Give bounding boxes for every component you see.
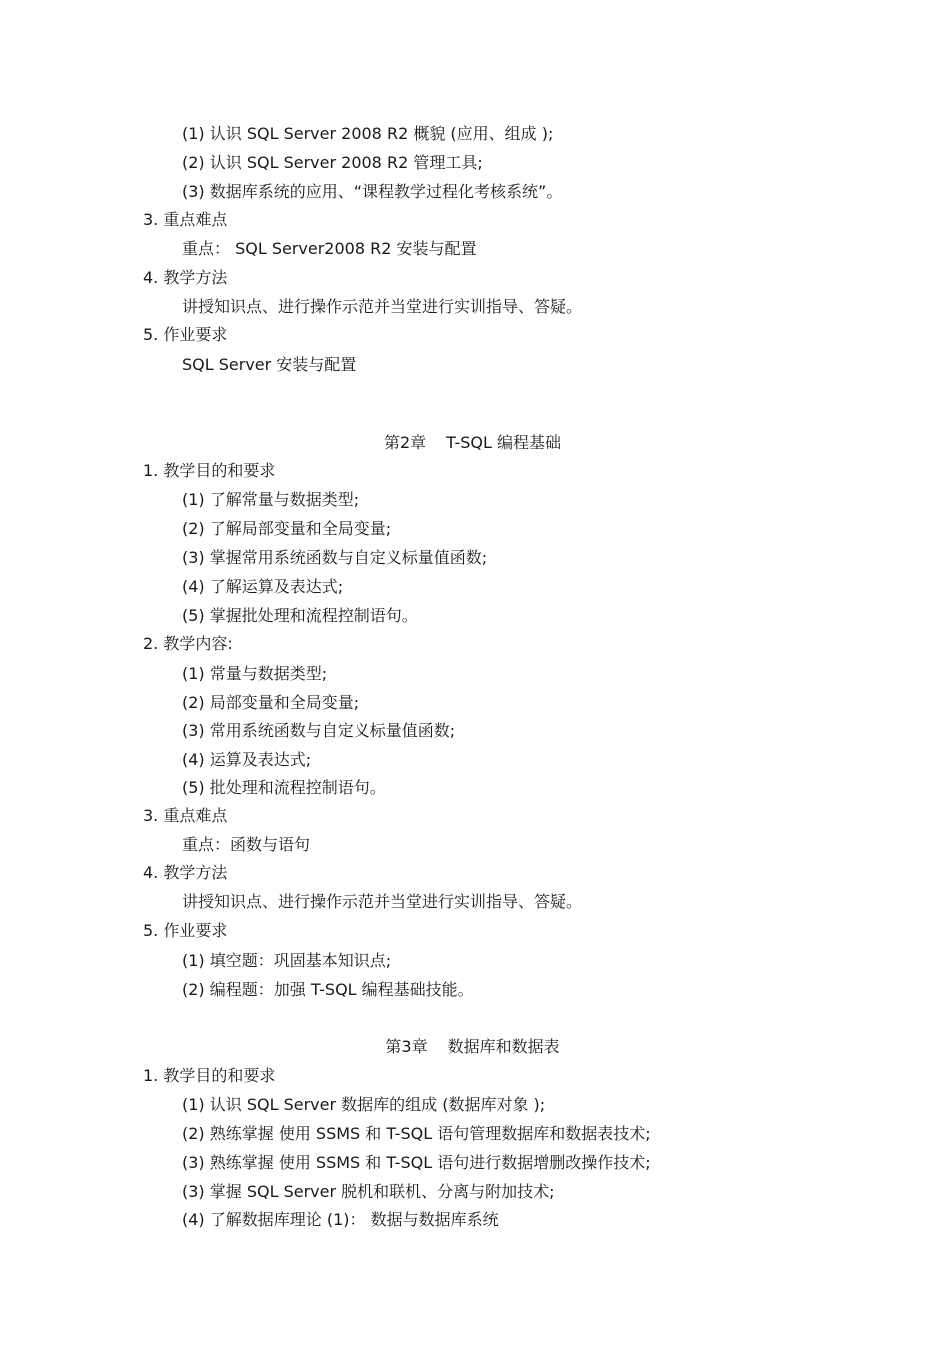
list-item: (3) 数据库系统的应用、“课程教学过程化考核系统”。 [182,182,563,201]
list-item: (4) 运算及表达式; [182,750,312,769]
list-item: (1) 了解常量与数据类型; [182,490,360,509]
list-item: (5) 掌握批处理和流程控制语句。 [182,606,418,625]
section-heading: 3. 重点难点 [143,210,228,229]
chapter-title [0,432,945,454]
list-item: (2) 认识 SQL Server 2008 R2 管理工具; [182,153,483,172]
list-item: (1) 认识 SQL Server 2008 R2 概貌 (应用、组成 ); [182,124,554,143]
section-heading: 4. 教学方法 [143,268,228,287]
chapter-number: 第2章 [383,433,427,452]
list-item: (3) 常用系统函数与自定义标量值函数; [182,721,456,740]
list-item: (4) 了解数据库理论 (1)： 数据与数据库系统 [182,1210,499,1229]
list-item: (1) 认识 SQL Server 数据库的组成 (数据库对象 ); [182,1095,546,1114]
section-text: 重点： SQL Server2008 R2 安装与配置 [182,239,477,258]
list-item: (2) 熟练掌握 使用 SSMS 和 T-SQL 语句管理数据库和数据表技术; [182,1124,651,1143]
section-heading: 1. 教学目的和要求 [143,461,276,480]
chapter-name: 数据库和数据表 [447,1037,560,1056]
section-text: 讲授知识点、进行操作示范并当堂进行实训指导、答疑。 [182,297,583,316]
section-text: SQL Server 安装与配置 [182,355,357,374]
section-heading: 5. 作业要求 [143,921,228,940]
chapter-name: T-SQL 编程基础 [446,433,562,452]
list-item: (3) 熟练掌握 使用 SSMS 和 T-SQL 语句进行数据增删改操作技术; [182,1153,651,1172]
section-heading: 2. 教学内容: [143,634,233,653]
section-heading: 4. 教学方法 [143,863,228,882]
list-item: (4) 了解运算及表达式; [182,577,344,596]
section-heading: 5. 作业要求 [143,325,228,344]
section-heading: 3. 重点难点 [143,806,228,825]
list-item: (2) 局部变量和全局变量; [182,693,360,712]
section-text: 重点：函数与语句 [182,835,311,854]
list-item: (1) 填空题：巩固基本知识点; [182,951,392,970]
chapter-number: 第3章 [385,1037,428,1056]
section-text: 讲授知识点、进行操作示范并当堂进行实训指导、答疑。 [182,892,583,911]
list-item: (3) 掌握 SQL Server 脱机和联机、分离与附加技术; [182,1182,555,1201]
chapter-title [0,1036,945,1058]
list-item: (1) 常量与数据类型; [182,664,328,683]
list-item: (5) 批处理和流程控制语句。 [182,778,386,797]
list-item: (2) 编程题：加强 T-SQL 编程基础技能。 [182,980,474,999]
list-item: (2) 了解局部变量和全局变量; [182,519,392,538]
section-heading: 1. 教学目的和要求 [143,1066,276,1085]
list-item: (3) 掌握常用系统函数与自定义标量值函数; [182,548,488,567]
